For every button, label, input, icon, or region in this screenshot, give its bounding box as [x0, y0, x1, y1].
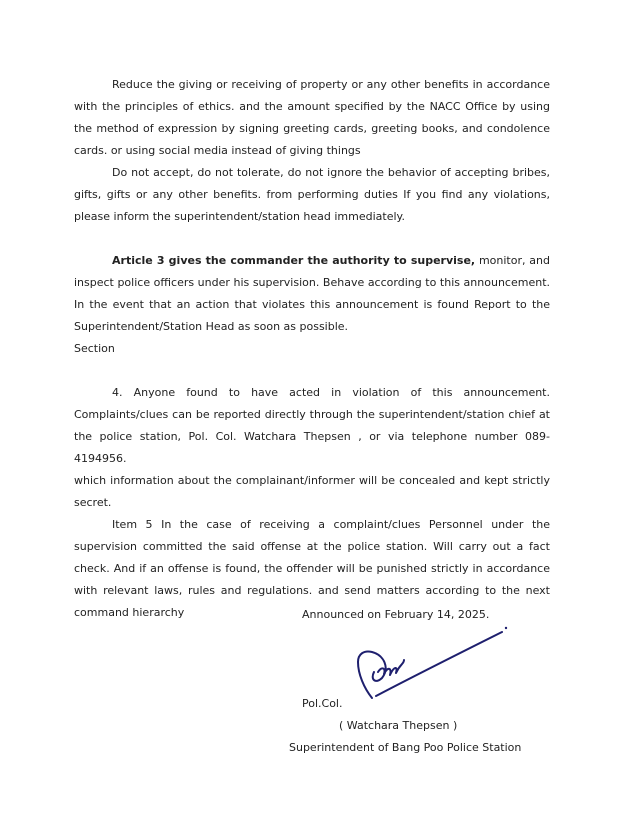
spacer [74, 360, 550, 382]
signatory-rank: Pol.Col. [302, 697, 343, 710]
handwritten-signature [354, 620, 514, 705]
article-3-heading: Article 3 gives the commander the authority to supervise, [112, 254, 476, 267]
announcement-date: Announced on February 14, 2025. [302, 608, 490, 621]
section-label: Section [74, 342, 115, 355]
paragraph-reduce-giving: Reduce the giving or receiving of property or any other benefits in accordance with the principles of ethics. and the amount specified by the NACC Office by using the method of expression by signing greeting cards, greeting books, and condolence cards. or using social media instead of giving things [74, 78, 550, 157]
signatory-position: Superintendent of Bang Poo Police Station [289, 741, 522, 754]
article-3-text: monitor, and inspect police officers under his supervision. Behave according to this announcement. In the event that an action that violates this announcement is found Report to the Superintendent/Station Head as soon as possible. [74, 254, 550, 333]
paragraph-confidentiality: which information about the complainant/informer will be concealed and kept strictly secret. [74, 474, 550, 509]
signatory-name: ( Watchara Thepsen ) [339, 719, 458, 732]
paragraph-do-not-accept: Do not accept, do not tolerate, do not ignore the behavior of accepting bribes, gifts, gifts or any other benefits. from performing duties If you find any violations, please inform the superintendent/station head immediately. [74, 166, 550, 223]
announcement-body [74, 74, 550, 624]
paragraph-article-3 [74, 250, 550, 338]
paragraph-item-4: 4. Anyone found to have acted in violation of this announcement. Complaints/clues can be reported directly through the superintendent/station chief at the police station, Pol. Col. Watchara Thepsen , or via telephone number 089-4194956. [74, 386, 550, 465]
paragraph-item-5: Item 5 In the case of receiving a complaint/clues Personnel under the supervision committed the said offense at the police station. Will carry out a fact check. And if an offense is found, the offender will be punished strictly in accordance with relevant laws, rules and regulations. and send matters according to the next command hierarchy [74, 518, 550, 619]
